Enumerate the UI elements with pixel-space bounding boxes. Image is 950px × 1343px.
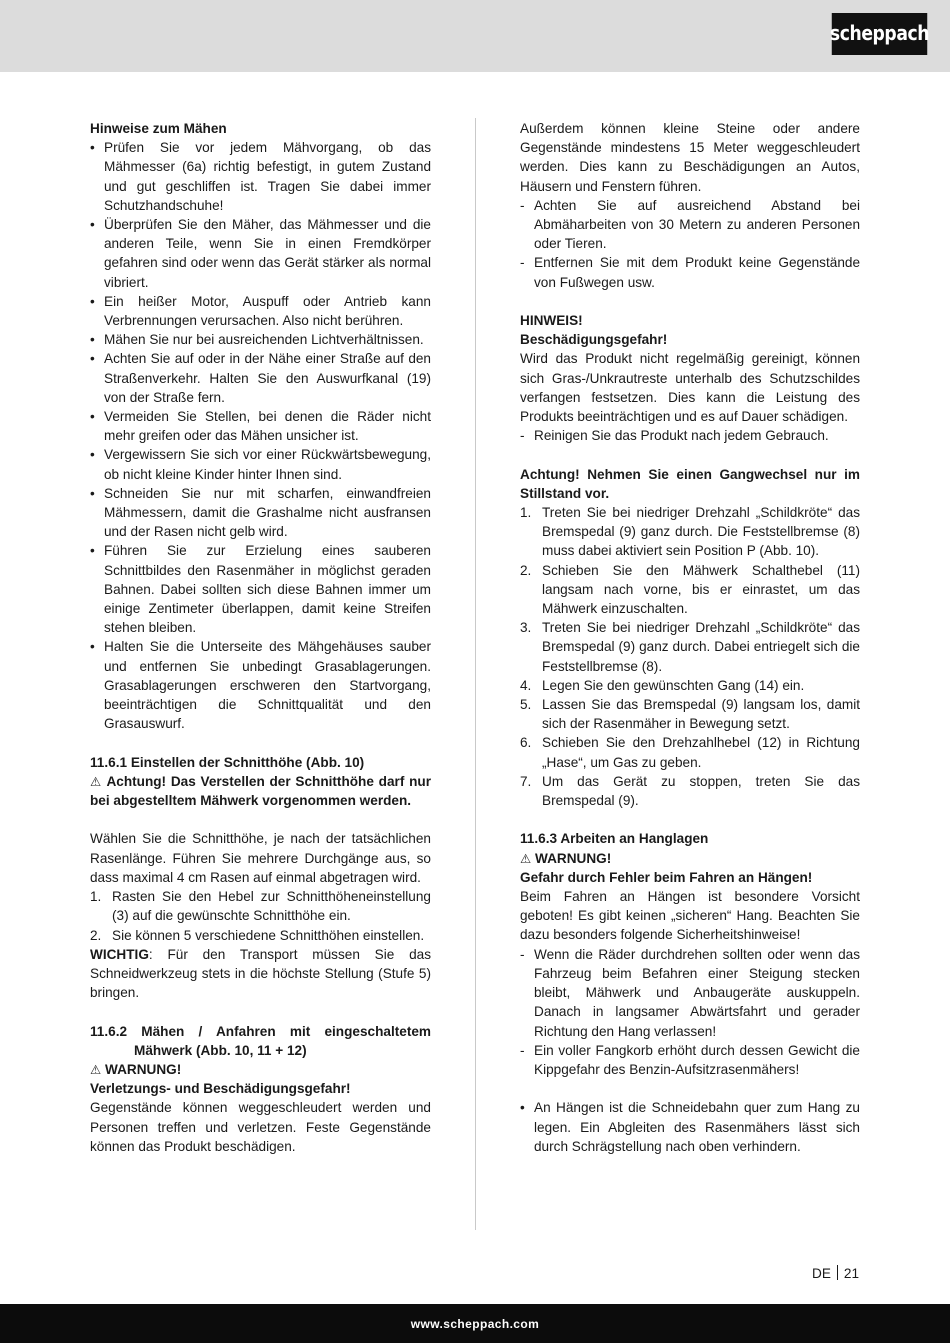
list-item: 3. Treten Sie bei niedriger Drehzahl „Schildkröte“ das Bremspedal (9) ganz durch. Dabei entriegelt sich die Feststellbremse (8). [520,620,860,674]
list-item: • Halten Sie die Unterseite des Mähgehäuses sauber und entfernen Sie unbedingt Grasablagerungen. Grasablagerungen erschweren den Startvorgang, beeinträchtigen die Schnittqualität und den Grasauswurf. [90,639,431,732]
list-item: - Wenn die Räder durchdrehen sollten oder wenn das Fahrzeug beim Befahren einer Steigung stecken bleibt, Mähwerk und Anbaugeräte auskuppeln. Danach in langsamer Abwärtsfahrt und gerader Richtung den Hang verlassen! [520,946,860,1039]
section-heading-mowing: Hinweise zum Mähen [90,121,227,136]
section-heading-11-6-3: 11.6.3 Arbeiten an Hanglagen [520,831,709,847]
page-number [812,1264,859,1283]
hazard-heading-slope: Gefahr durch Fehler beim Fahren an Hängen! [520,869,813,885]
left-column [90,119,431,1156]
section-heading-11-6-2: 11.6.2 Mähen / Anfahren mit eingeschaltetem Mähwerk (Abb. 10, 11 + 12) [90,1023,431,1058]
language-code: DE [812,1266,831,1281]
footer-url[interactable]: www.scheppach.com [410,1317,540,1331]
page-number-value: 21 [843,1266,860,1281]
slope-tips-list [520,945,860,1079]
list-item: - Reinigen Sie das Produkt nach jedem Gebrauch. [520,428,829,444]
paragraph-damage: Wird das Produkt nicht regelmäßig gereinigt, können sich Gras-/Unkrautreste unterhalb des Schutzschildes verfangen festsetzen. Dies kann die Leistung des Produkts beeinträchtigen und es auf Dauer schädigen. [520,351,860,425]
list-item: 1. Rasten Sie den Hebel zur Schnitthöheneinstellung (3) auf die gewünschte Schnitthöhe ein. [90,889,431,924]
paragraph-slope: Beim Fahren an Hängen ist besondere Vorsicht geboten! Es gibt keinen „sicheren“ Hang. Beachten Sie dazu besonders folgende Sicherheitshinweise! [520,889,860,943]
list-item: 4. Legen Sie den gewünschten Gang (14) ein. [520,677,805,693]
important-note: WICHTIG: Für den Transport müssen Sie das Schneidwerkzeug stets in die höchste Stellung (Stufe 5) bringen. [90,946,431,1001]
paragraph-cutting-height: Wählen Sie die Schnitthöhe, je nach der tatsächlichen Rasenlänge. Führen Sie mehrere Durchgänge aus, so dass maximal 4 cm Rasen auf einmal abgetragen wird. [90,831,431,885]
list-item: - Entfernen Sie mit dem Produkt keine Gegenstände von Fußwegen usw. [520,255,860,290]
gear-steps-list [520,503,860,810]
list-item: • Schneiden Sie nur mit scharfen, einwandfreien Mähmessern, damit die Grashalme nicht ausfransen und der Rasen nicht gelb wird. [90,485,431,540]
hazard-heading-injury: Verletzungs- und Beschädigungsgefahr! [90,1081,351,1097]
warning-triangle-icon: ⚠ [90,1061,102,1077]
warning-cutting-height: ⚠ Achtung! Das Verstellen der Schnitthöhe darf nur bei abgestelltem Mähwerk vorgenommen werden. [90,773,431,809]
list-item: 1. Treten Sie bei niedriger Drehzahl „Schildkröte“ das Bremspedal (9) ganz durch. Die Feststellbremse (8) muss dabei aktiviert sein Position P (Abb. 10). [520,505,860,559]
list-item: • Vergewissern Sie sich vor einer Rückwärtsbewegung, ob nicht kleine Kinder hinter Ihnen sind. [90,447,431,482]
brand-logo: scheppach [832,13,927,55]
list-item: • Vermeiden Sie Stellen, bei denen die Räder nicht mehr greifen oder das Mähen unsicher ist. [90,409,431,444]
list-item: - Achten Sie auf ausreichend Abstand bei Abmäharbeiten von 30 Metern zu anderen Personen oder Tieren. [520,197,860,252]
list-item: 6. Schieben Sie den Drehzahlhebel (12) in Richtung „Hase“, um Gas zu geben. [520,735,860,770]
list-item: 7. Um das Gerät zu stoppen, treten Sie das Bremspedal (9). [520,773,860,809]
warning-triangle-icon: ⚠ [90,773,103,789]
column-divider [475,118,476,1230]
paragraph-injury: Gegenstände können weggeschleudert werden und Personen treffen und verletzen. Feste Gegenstände können das Produkt beschädigen. [90,1100,431,1154]
paragraph-stones: Außerdem können kleine Steine oder andere Gegenstände mindestens 15 Meter weggeschleudert werden. Dies kann zu Beschädigungen an Autos, Häusern und Fenstern führen. [520,121,860,194]
gear-change-heading: Achtung! Nehmen Sie einen Gangwechsel nur im Stillstand vor. [520,466,860,501]
slope-bullet-list [520,1098,860,1156]
warning-label: ⚠ WARNUNG! [90,1061,182,1077]
hazard-heading-damage: Beschädigungsgefahr! [520,332,668,348]
list-item: • Prüfen Sie vor jedem Mähvorgang, ob das Mähmesser (6a) richtig befestigt, in gutem Zustand und gut geschliffen ist. Tragen Sie dabei immer Schutzhandschuhe! [90,140,431,213]
list-item: • Überprüfen Sie den Mäher, das Mähmesser und die anderen Teile, wenn Sie in einen Fremdkörper gefahren sind oder wenn das Gerät stärker als normal vibriert. [90,217,431,290]
list-item: 2. Sie können 5 verschiedene Schnitthöhen einstellen. [90,927,425,943]
header-bar [0,0,950,72]
warning-label: ⚠ WARNUNG! [520,850,612,866]
right-column [520,119,860,1156]
list-item: • Mähen Sie nur bei ausreichenden Lichtverhältnissen. [90,332,424,348]
mowing-tips-list [90,138,431,733]
list-item: • Achten Sie auf oder in der Nähe einer Straße auf den Straßenverkehr. Halten Sie den Auswurfkanal (19) von der Straße fern. [90,351,431,405]
notice-label: HINWEIS! [520,313,583,329]
list-item: 5. Lassen Sie das Bremspedal (9) langsam los, damit sich der Rasenmäher in Bewegung setzt. [520,697,860,732]
warning-triangle-icon: ⚠ [520,850,532,866]
cleaning-list [520,426,860,445]
section-heading-11-6-1: 11.6.1 Einstellen der Schnitthöhe (Abb. 10) [90,754,365,770]
cutting-height-steps [90,887,431,945]
stone-tips-list [520,196,860,292]
list-item: 2. Schieben Sie den Mähwerk Schalthebel (11) langsam nach vorne, bis er einrastet, um das Mähwerk einzuschalten. [520,562,860,617]
list-item: • Führen Sie zur Erzielung eines sauberen Schnittbildes den Rasenmäher in möglichst geraden Bahnen. Dabei sollten sich diese Bahnen immer um einige Zentimeter überlappen, damit keine Streifen stehen bleiben. [90,543,431,636]
footer-bar [0,1304,950,1343]
list-item: • An Hängen ist die Schneidebahn quer zum Hang zu legen. Ein Abgleiten des Rasenmähers lässt sich durch Schrägstellung nach oben verhindern. [520,1100,860,1154]
list-item: • Ein heißer Motor, Auspuff oder Antrieb kann Verbrennungen verursachen. Also nicht berühren. [90,293,431,329]
list-item: - Ein voller Fangkorb erhöht durch dessen Gewicht die Kippgefahr des Benzin-Aufsitzrasenmähers! [520,1042,860,1077]
